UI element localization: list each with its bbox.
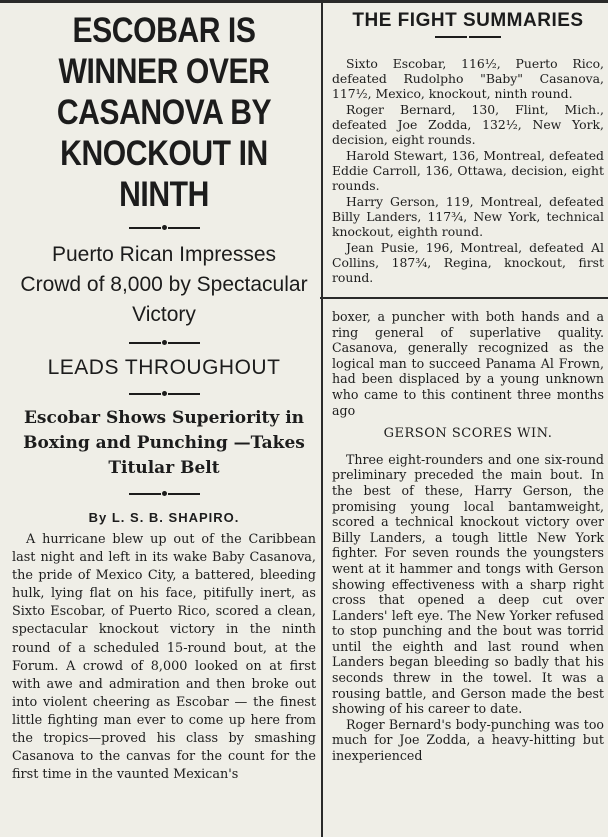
story-body [12, 531, 316, 784]
subhead: GERSON SCORES WIN. [383, 426, 553, 442]
dash-divider [12, 391, 316, 396]
dash-divider [12, 225, 316, 230]
summary-item: Harry Gerson, 119, Montreal, defeated Billy Landers, 117¾, New York, technical knockout, eighth round. [332, 194, 604, 239]
column-rule [321, 0, 323, 837]
deck-tertiary: Escobar Shows Superiority in Boxing and Punching —Takes Titular Belt [23, 408, 305, 478]
deck-primary: Puerto Rican Impresses Crowd of 8,000 by Spectacular Victory [20, 243, 308, 326]
main-story-column [12, 6, 316, 784]
deck-secondary: LEADS THROUGHOUT [47, 356, 281, 379]
dash-divider [332, 36, 604, 38]
dash-divider [12, 340, 316, 345]
summary-item: Sixto Escobar, 116½, Puerto Rico, defeated Rudolpho "Baby" Casanova, 117½, Mexico, knockout, ninth round. [332, 56, 604, 101]
headline: ESCOBAR IS WINNER OVER CASANOVA BY KNOCKOUT IN NINTH [56, 11, 272, 214]
story-paragraph: Three eight-rounders and one six-round preliminary preceded the main bout. In the best of these, Harry Gerson, the promising young local bantamweight, scored a technical knockout victory over Billy Landers, a tough little New York fighter. For seven rounds the youngsters went at it hammer and tongs with Gerson showing effectiveness with a sharp right cross that opened a deep cut over Landers' left eye. The New Yorker refused to stop punching and the bout was torrid until the eighth and last round when Landers began bleeding so badly that his seconds threw in the towel. It was a rousing battle, and Gerson made the best showing of his career to date. [332, 451, 604, 717]
summary-item: Harold Stewart, 136, Montreal, defeated Eddie Carroll, 136, Ottawa, decision, eight rounds. [332, 148, 604, 193]
summary-title: THE FIGHT SUMMARIES [352, 10, 584, 31]
summary-column [332, 6, 604, 764]
summary-list [332, 56, 604, 285]
continuation-paragraph: boxer, a puncher with both hands and a ring general of superlative quality. Casanova, generally recognized as the logical man to succeed Panama Al Frown, had been displaced by a young unknown who came to this continent three months ago [332, 309, 604, 418]
dash-divider [12, 491, 316, 496]
top-rule [0, 0, 608, 3]
byline: By L. S. B. SHAPIRO. [88, 510, 240, 525]
section-rule [320, 297, 608, 299]
story-paragraph: Roger Bernard's body-punching was too much for Joe Zodda, a heavy-hitting but inexperienced [332, 716, 604, 764]
story-paragraph: A hurricane blew up out of the Caribbean last night and left in its wake Baby Casanova, the pride of Mexico City, a battered, bleeding hulk, lying flat on his face, pitifully inert, as Sixto Escobar, of Puerto Rico, scored a clean, spectacular knockout victory in the ninth round of a scheduled 15-round bout, at the Forum. A crowd of 8,000 looked on at first with awe and admiration and then broke out into violent cheering as Escobar — the finest little fighting man ever to come up here from the tropics—proved his class by smashing Casanova to the canvas for the count for the first time in the vaunted Mexican's [12, 532, 316, 783]
summary-item: Roger Bernard, 130, Flint, Mich., defeated Joe Zodda, 132½, New York, decision, eight rounds. [332, 102, 604, 147]
summary-item: Jean Pusie, 196, Montreal, defeated Al Collins, 187¾, Regina, knockout, first round. [332, 240, 604, 285]
story-continuation [332, 309, 604, 764]
